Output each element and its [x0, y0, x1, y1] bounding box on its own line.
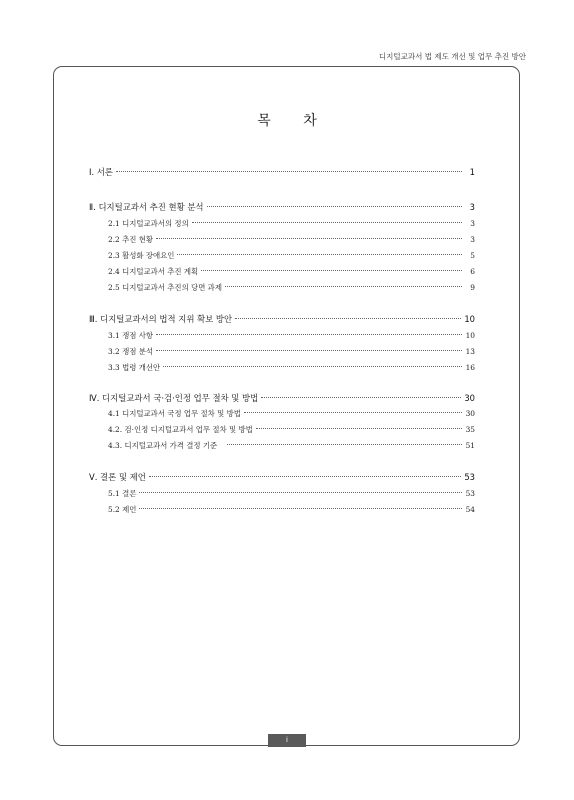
- toc-page-number: 53: [465, 489, 475, 498]
- toc-chapter-5[interactable]: [89, 471, 475, 483]
- toc-chapter-1[interactable]: [89, 166, 475, 178]
- running-header: 디지털교과서 법 제도 개선 및 업무 추진 방안: [378, 52, 526, 61]
- toc-section-2-3[interactable]: [89, 250, 475, 261]
- toc-page-number: 1: [469, 167, 475, 177]
- toc-page-number: 13: [465, 347, 475, 356]
- toc-section-label: 2.5 디지털교과서 추진의 당면 과제: [108, 283, 222, 292]
- toc-section-4-1[interactable]: [89, 408, 475, 419]
- toc-page-number: 3: [469, 202, 475, 212]
- dot-leader: [156, 350, 462, 351]
- toc-page-number: 3: [470, 235, 475, 244]
- page-title: 목 차: [257, 113, 331, 129]
- toc-chapter-2[interactable]: [89, 201, 475, 213]
- dot-leader: [207, 206, 462, 207]
- toc-section-2-2[interactable]: [89, 234, 475, 245]
- dot-leader: [235, 318, 461, 319]
- toc-section-label: 2.1 디지털교과서의 정의: [108, 219, 189, 228]
- toc-page-number: 53: [464, 472, 475, 482]
- toc-section-4-2[interactable]: [89, 424, 475, 435]
- toc-section-2-5[interactable]: [89, 282, 475, 293]
- toc-page-number: 6: [470, 267, 475, 276]
- toc-chapter-label: Ⅴ. 결론 및 제언: [89, 472, 146, 482]
- toc-section-3-1[interactable]: [89, 330, 475, 341]
- toc-section-2-1[interactable]: [89, 218, 475, 229]
- dot-leader: [163, 366, 462, 367]
- toc-chapter-3[interactable]: [89, 313, 475, 325]
- toc-page-number: 3: [470, 219, 475, 228]
- dot-leader: [192, 222, 462, 223]
- toc-section-2-4[interactable]: [89, 266, 475, 277]
- toc-page-number: 10: [464, 314, 475, 324]
- toc-page-number: 30: [464, 393, 475, 403]
- toc-section-label: 2.4 디지털교과서 추진 계획: [108, 267, 199, 276]
- toc-page-number: 30: [465, 409, 475, 418]
- page-number-tab: i: [268, 734, 306, 747]
- toc-chapter-label: Ⅳ. 디지털교과서 국·검·인정 업무 절차 및 방법: [89, 393, 259, 403]
- toc-section-5-1[interactable]: [89, 488, 475, 499]
- toc-section-3-3[interactable]: [89, 362, 475, 373]
- toc-page-number: 35: [465, 425, 475, 434]
- toc-section-label: 5.1 결론: [108, 489, 137, 498]
- toc-page-number: 54: [465, 505, 475, 514]
- toc-page-number: 10: [465, 331, 475, 340]
- toc-section-4-3[interactable]: [89, 440, 475, 451]
- toc-section-label: 4.1 디지털교과서 국정 업무 절차 및 방법: [108, 409, 241, 418]
- toc-section-3-2[interactable]: [89, 346, 475, 357]
- toc-page-number: 9: [470, 283, 475, 292]
- toc-chapter-label: Ⅰ. 서론: [89, 167, 113, 177]
- dot-leader: [149, 476, 461, 477]
- dot-leader: [225, 286, 462, 287]
- toc-section-label: 5.2 제언: [108, 505, 137, 514]
- dot-leader: [256, 428, 462, 429]
- toc-section-label: 4.3. 디지털교과서 가격 결정 기준: [108, 441, 218, 450]
- dot-leader: [156, 238, 462, 239]
- dot-leader: [261, 397, 461, 398]
- dot-leader: [227, 444, 462, 445]
- dot-leader: [156, 334, 462, 335]
- toc-page-number: 16: [465, 363, 475, 372]
- dot-leader: [139, 492, 462, 493]
- toc-section-label: 4.2. 검·인정 디지털교과서 업무 절차 및 방법: [108, 425, 253, 434]
- toc-page-number: 51: [465, 441, 475, 450]
- toc-section-label: 2.3 활성화 장애요인: [108, 251, 175, 260]
- dot-leader: [139, 508, 462, 509]
- dot-leader: [116, 171, 462, 172]
- dot-leader: [201, 270, 462, 271]
- dot-leader: [244, 412, 462, 413]
- dot-leader: [177, 254, 462, 255]
- toc-page-number: 5: [470, 251, 475, 260]
- toc-section-label: 3.2 쟁점 분석: [108, 347, 154, 356]
- toc-section-5-2[interactable]: [89, 504, 475, 515]
- toc-section-label: 3.1 쟁점 사항: [108, 331, 154, 340]
- toc-chapter-label: Ⅱ. 디지털교과서 추진 현황 분석: [89, 202, 204, 212]
- toc-section-label: 3.3 법령 개선안: [108, 363, 161, 372]
- toc-chapter-label: Ⅲ. 디지털교과서의 법적 지위 확보 방안: [89, 314, 233, 324]
- toc-chapter-4[interactable]: [89, 392, 475, 404]
- toc-section-label: 2.2 추진 현황: [108, 235, 154, 244]
